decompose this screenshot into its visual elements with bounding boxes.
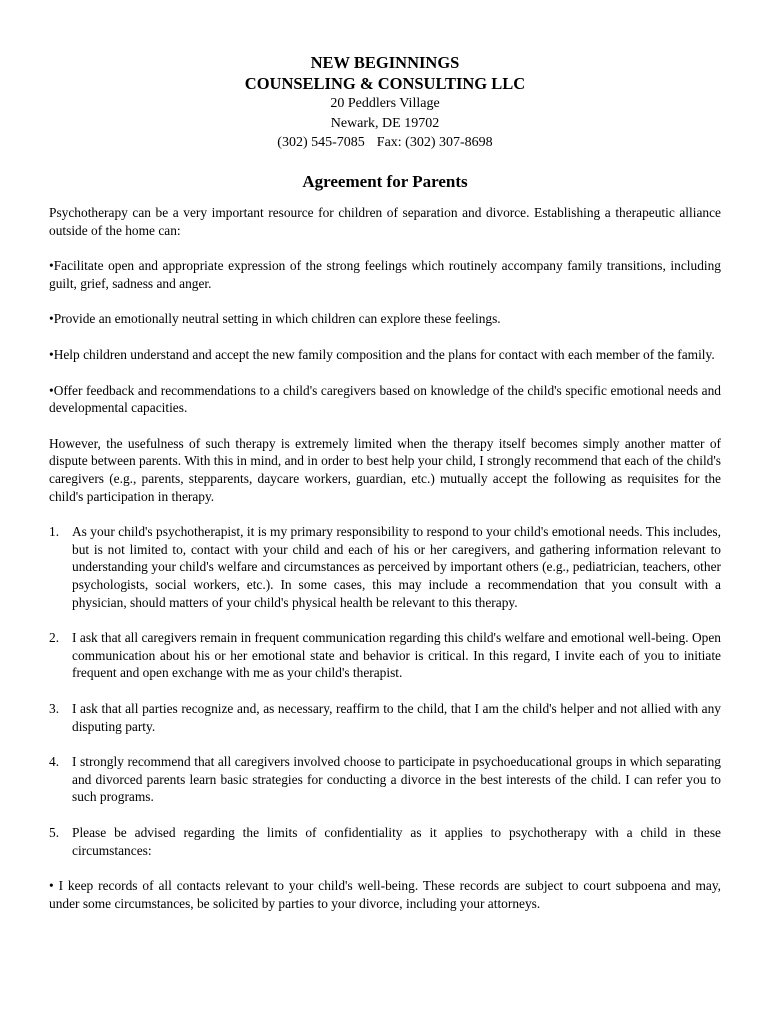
- list-item: [49, 629, 721, 682]
- requisites-list: [49, 523, 721, 859]
- item-text: I ask that all caregivers remain in frequent communication regarding this child's welfare and emotional well-being. Open communication about his or her emotional state and behavior is critical. In this regard, I invite each of you to initiate frequent and open exchange with me as your child's therapist.: [72, 630, 721, 681]
- org-name-line2: COUNSELING & CONSULTING LLC: [244, 74, 526, 93]
- list-item: [49, 523, 721, 611]
- item-number: 3.: [49, 700, 60, 716]
- letterhead: [49, 0, 721, 153]
- item-number: 1.: [49, 524, 60, 540]
- list-item: [49, 753, 721, 806]
- list-item: [49, 700, 721, 735]
- item-text: As your child's psychotherapist, it is my primary responsibility to respond to your child's emotional needs. This includes, but is not limited to, contact with your child and each of his or her caregivers, and gathering information relevant to understanding your child's welfare and circumstances as perceived by important others (e.g., pediatrician, teachers, other psychologists, social workers, etc.). In some cases, this may include a recommendation that you consult with a physician, should matters of your child's physical health be relevant to this therapy.: [72, 524, 721, 610]
- list-item: [49, 824, 721, 859]
- address-line1: 20 Peddlers Village: [330, 96, 440, 111]
- org-name-line1: NEW BEGINNINGS: [310, 53, 460, 72]
- item-number: 2.: [49, 630, 60, 646]
- confidentiality-bullet: • I keep records of all contacts relevant to your child's well-being. These records are subject to court subpoena and may, under some circumstances, be solicited by parties to your divorce, including your attorneys.: [49, 878, 721, 911]
- item-text: I ask that all parties recognize and, as necessary, reaffirm to the child, that I am the child's helper and not allied with any disputing party.: [72, 700, 721, 734]
- bullet-1: •Facilitate open and appropriate expression of the strong feelings which routinely accompany family transitions, including guilt, grief, sadness and anger.: [49, 258, 721, 291]
- bullet-2: •Provide an emotionally neutral setting in which children can explore these feelings.: [49, 311, 501, 327]
- bullet-3: •Help children understand and accept the new family composition and the plans for contact with each member of the family.: [49, 347, 715, 363]
- bullet-4: •Offer feedback and recommendations to a child's caregivers based on knowledge of the child's specific emotional needs and developmental capacities.: [49, 382, 721, 416]
- item-text: Please be advised regarding the limits of confidentiality as it applies to psychotherapy with a child in these circumstances:: [72, 824, 721, 858]
- fax-number: Fax: (302) 307-8698: [376, 135, 493, 150]
- phone-number: (302) 545-7085: [277, 135, 365, 150]
- document-title: Agreement for Parents: [302, 171, 468, 191]
- address-line2: Newark, DE 19702: [330, 115, 440, 131]
- item-number: 5.: [49, 824, 60, 840]
- item-number: 4.: [49, 754, 60, 770]
- intro-paragraph: Psychotherapy can be a very important resource for children of separation and divorce. Establishing a therapeutic alliance outside of the home can:: [49, 205, 721, 238]
- item-text: I strongly recommend that all caregivers involved choose to participate in psychoeducational groups in which separating and divorced parents learn basic strategies for conducting a divorce in the best interests of the child. I can refer you to such programs.: [72, 754, 721, 805]
- contact-line: [49, 133, 721, 153]
- however-paragraph: However, the usefulness of such therapy is extremely limited when the therapy itself becomes simply another matter of dispute between parents. With this in mind, and in order to best help your child, I strongly recommend that each of the child's caregivers (e.g., parents, stepparents, daycare workers, guardian, etc.) mutually accept the following as requisites for the child's participation in therapy.: [49, 435, 721, 504]
